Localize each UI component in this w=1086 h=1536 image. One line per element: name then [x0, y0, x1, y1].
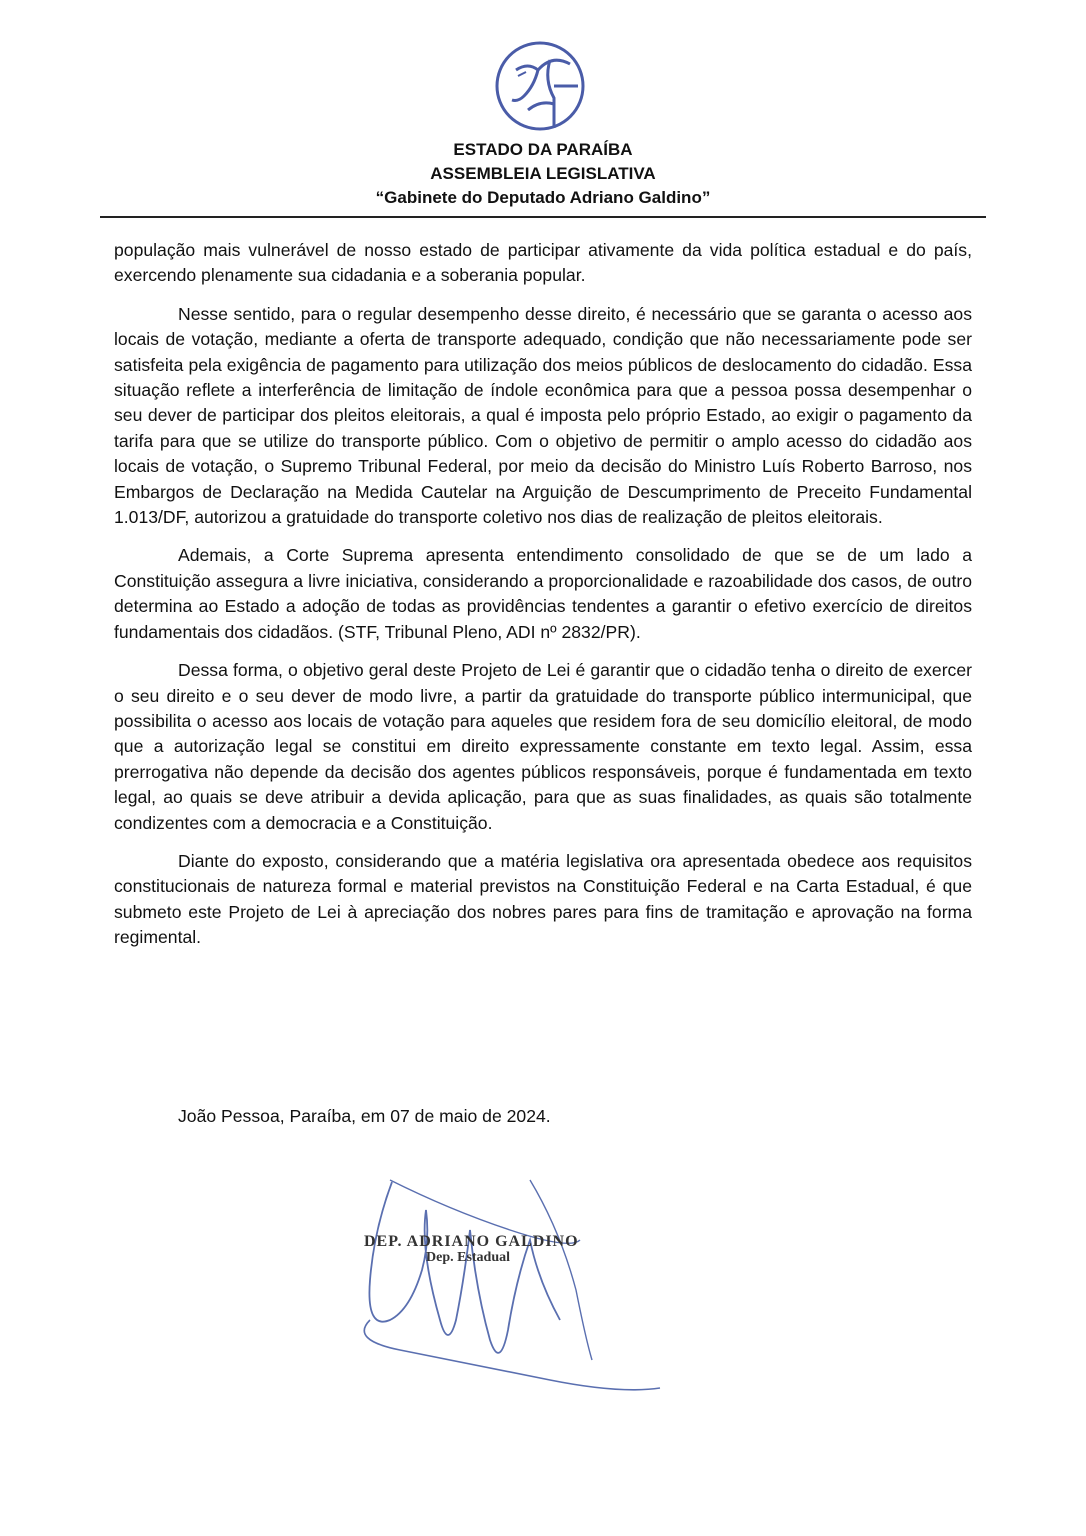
office-name: “Gabinete do Deputado Adriano Galdino” — [375, 188, 711, 207]
letterhead — [100, 138, 986, 210]
paragraph-3: Ademais, a Corte Suprema apresenta entendimento consolidado de que se de um lado a Constituição assegura a livre iniciativa, considerando a proporcionalidade e razoabilidade dos casos, de outro determina ao Estado a adoção de todas as providências tendentes a garantir o efetivo exercício de direitos fundamentais dos cidadãos. (STF, Tribunal Pleno, ADI nº 2832/PR). — [114, 545, 972, 642]
paragraph-4: Dessa forma, o objetivo geral deste Projeto de Lei é garantir que o cidadão tenha o direito de exercer o seu direito e o seu dever de modo livre, a partir da gratuidade do transporte público intermunicipal, que possibilita o acesso aos locais de votação para aqueles que residem fora de seu domicílio eleitoral, de modo que a autorização legal se constitui em direito expressamente constante em texto legal. Assim, essa prerrogativa não depende da decisão dos agentes públicos responsáveis, porque é fundamentada em texto legal, ao quais se deve atribuir a devida aplicação, para que as suas finalidades, as quais são totalmente condizentes com a democracia e a Constituição. — [114, 660, 972, 833]
dove-seal-logo-icon — [494, 40, 586, 132]
stamp-role: Dep. Estadual — [426, 1250, 511, 1265]
paragraph-5: Diante do exposto, considerando que a matéria legislativa ora apresentada obedece aos requisitos constitucionais de natureza formal e material previstos na Constituição Federal e na Carta Estadual, é que submeto este Projeto de Lei à apreciação dos nobres pares para fins de tramitação e aprovação na forma regimental. — [114, 850, 972, 948]
handwritten-signature-icon — [330, 1170, 670, 1410]
stamp-name: DEP. ADRIANO GALDINO — [364, 1233, 579, 1250]
state-name: ESTADO DA PARAÍBA — [453, 140, 633, 159]
date-line: João Pessoa, Paraíba, em 07 de maio de 2024. — [178, 1106, 551, 1126]
document-body — [114, 238, 972, 964]
assembly-name: ASSEMBLEIA LEGISLATIVA — [430, 164, 656, 183]
signature-stamp — [364, 1233, 579, 1266]
paragraph-2: Nesse sentido, para o regular desempenho desse direito, é necessário que se garanta o acesso aos locais de votação, mediante a oferta de transporte adequado, condição que não necessariamente pode ser satisfeita pela exigência de pagamento para utilização dos meios públicos de deslocamento do cidadão. Essa situação reflete a interferência de limitação de índole econômica para que a pessoa possa desempenhar o seu dever de participar dos pleitos eleitorais, a qual é imposta pelo próprio Estado, ao exigir o pagamento da tarifa para que se utilize do transporte público. Com o objetivo de permitir o amplo acesso do cidadão aos locais de votação, o Supremo Tribunal Federal, por meio da decisão do Ministro Luís Roberto Barroso, nos Embargos de Declaração na Medida Cautelar na Arguição de Descumprimento de Preceito Fundamental 1.013/DF, autorizou a gratuidade do transporte coletivo nos dias de realização de pleitos eleitorais. — [114, 303, 972, 528]
header-divider — [100, 216, 986, 218]
paragraph-1: população mais vulnerável de nosso estado de participar ativamente da vida política estadual e do país, exercendo plenamente sua cidadania e a soberania popular. — [114, 240, 972, 286]
